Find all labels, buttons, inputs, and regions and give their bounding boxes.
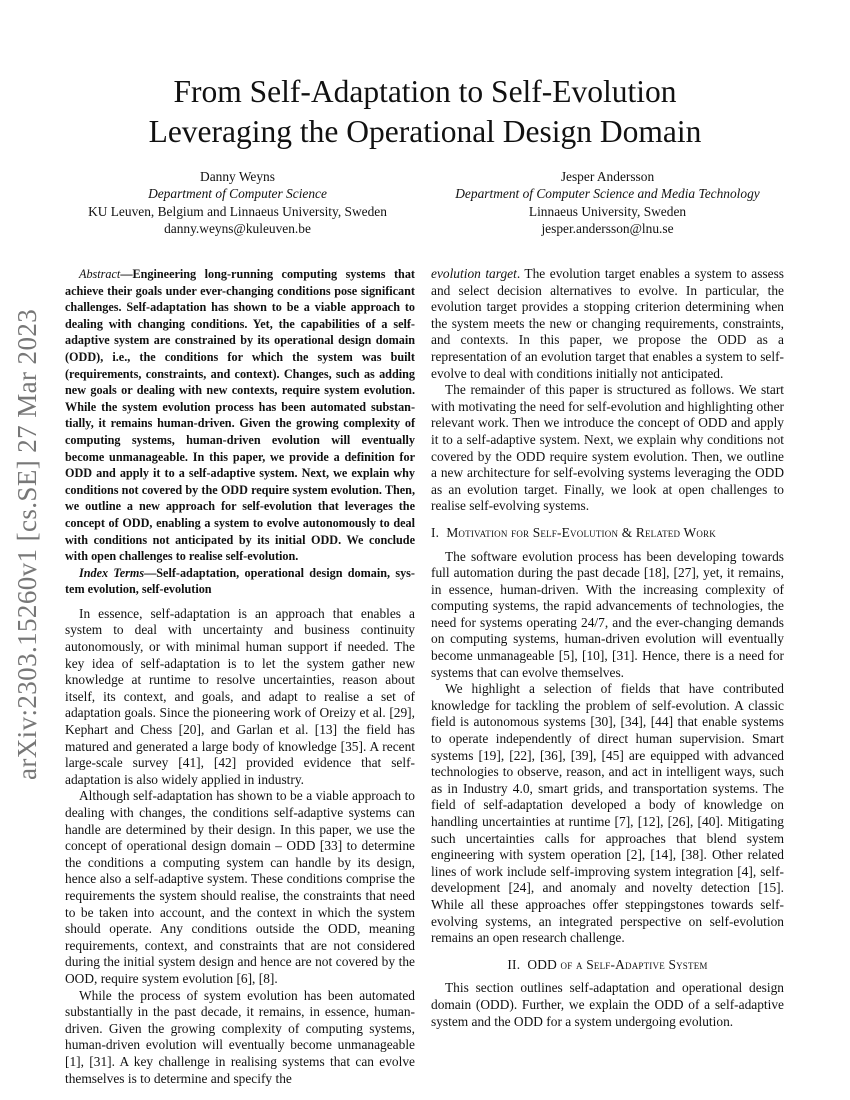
intro-paragraph-2: Although self-adaptation has shown to be a viable approach to dealing with changes, the conditions self-adaptive systems can handle are determined by their design. In this paper, we use the concept of operational design domain – ODD [33] to determine the conditions a computing system can handle by its design, hence also a self-adaptive system. These conditions comprise the requirements the system should realise, the constraints that need to be taken into account, and the context in which the system should operate. Any conditions outside the ODD, meaning requirements, context, and constraints that are not considered during the initial system design and hence are not covered by the OOD, require system evolution [6], [8]. — [65, 788, 415, 986]
intro-paragraph-1: In essence, self-adaptation is an approach that enables a system to deal with uncertainty and business continuity autonomously, or with minimal human support if needed. The key idea of self-adaptation is to let the system gather new knowledge at runtime to resolve uncertainties, reason about itself, its context, and goals, and adapt to realise a set of adaptation goals. Since the pioneering work of Oreizy et al. [29], Kephart and Chess [20], and Garlan et al. [13] the field has matured and generated a large body of knowledge [35]. A recent large-scale survey [41], [42] provided evidence that self-adaptation is also widely applied in industry. — [65, 605, 415, 787]
author-affiliation: Linnaeus University, Sweden — [528, 203, 687, 219]
intro-structure-paragraph: The remainder of this paper is structured as follows. We start with motivating the need for self-evolution and highlighting other relevant work. Then we introduce the concept of ODD and apply it to a self-adaptive system. Next, we explain why conditions not covered by the ODD require system evolution. Then, we outline a new architecture for self-evolving systems leveraging the ODD as an evolution target. Finally, we look at open challenges to realise self-evolving systems. — [431, 382, 784, 514]
paper-title — [0, 72, 850, 152]
author-email: jesper.andersson@lnu.se — [541, 220, 674, 236]
section-number: I. — [431, 524, 440, 540]
left-column — [65, 266, 415, 1087]
section-title: Motivation for Self-Evolution & Related Work — [446, 524, 716, 540]
abstract-paragraph — [65, 266, 415, 565]
section-title: ODD of a Self-Adaptive System — [527, 956, 708, 972]
author-department: Department of Computer Science and Media Technology — [455, 186, 760, 202]
paper-title-line-2: Leveraging the Operational Design Domain — [148, 114, 702, 149]
paper-title-line-1: From Self-Adaptation to Self-Evolution — [173, 74, 677, 109]
index-terms-label: Index Terms — [79, 565, 145, 580]
section-heading-2 — [431, 957, 784, 974]
section-heading-1 — [431, 525, 784, 542]
evolution-target-term: evolution target — [431, 266, 517, 281]
section1-paragraph-2: We highlight a selection of fields that have contributed knowledge for tackling the problem of self-evolution. A classic field is autonomous systems [30], [34], [44] that enable systems to operate independently of direct human supervision. Smart systems [19], [22], [36], [39], [45] are equipped with advanced technologies to observe, reason, and act in intelligent ways, such as in Industry 4.0, smart grids, and transportation systems. The field of self-adaptation developed a body of knowledge on handling uncertainties at runtime [7], [12], [26], [40]. Mitigating such uncertainties calls for approaches that blend system engineering with system operation [2], [14], [38]. Other related lines of work include self-improving system integration [4], self-development [24], and anomaly and novelty detection [15]. While all these approaches offer steppingstones towards self-evolving systems, an integrated perspective on self-evolution remains an open research challenge. — [431, 681, 784, 946]
index-terms-text: —Self-adaptation, operational design domain, system evolution, self-evolution — [65, 565, 415, 597]
author-1 — [60, 168, 415, 237]
section-number: II. — [507, 956, 521, 972]
section1-paragraph-1: The software evolution process has been developing towards full automation during the past decade [18], [27], yet, it remains, in essence, human-driven. With the increasing complexity of computing systems, the rapid advancements of technologies, the need for systems operating 24/7, and the ever-changing demands on computing systems, human-driven evolution will eventually become unmanageable [5], [10], [31]. Hence, there is a need for systems that can evolve themselves. — [431, 548, 784, 680]
author-name: Danny Weyns — [200, 169, 275, 184]
author-affiliation: KU Leuven, Belgium and Linnaeus University, Sweden — [88, 203, 387, 219]
intro-paragraph-3: While the process of system evolution has been automated substantially in the past decade, it remains, in essence, human-driven. Given the growing complexity of computing systems, human-driven evolution will eventually become unmanageable [1], [31]. A key challenge in realising systems that can evolve themselves is to determine and specify the — [65, 987, 415, 1086]
right-column — [431, 266, 784, 1030]
abstract-text: —Engineering long-running computing systems that achieve their goals under ever-changing conditions pose significant challenges. Self-adaptation has shown to be a viable approach to dealing with changing conditions. Yet, the capabilities of a self-adaptive system are constrained by its operational design domain (ODD), i.e., the conditions for which the system was built (requirements, constraints, and context). Changes, such as adding new goals or dealing with new contexts, require system evolution. While the system evolution process has been automated substantially, it remains human-driven. Given the growing complexity of computing systems, human-driven evolution will eventually become unmanageable. In this paper, we provide a definition for ODD and apply it to a self-adaptive system. Next, we explain why conditions not covered by the ODD require system evolution. Then, we outline a new approach for self-evolution that leverages the concept of ODD, enabling a system to evolve autonomously to deal with conditions not anticipated by its initial ODD. We conclude with open challenges to realise self-evolution. — [65, 267, 415, 564]
index-terms — [65, 565, 415, 598]
author-name: Jesper Andersson — [560, 169, 655, 184]
abstract-label: Abstract — [79, 267, 121, 281]
author-department: Department of Computer Science — [148, 186, 327, 202]
arxiv-identifier-stamp: arXiv:2303.15260v1 [cs.SE] 27 Mar 2023 — [12, 308, 42, 780]
intro-continued-text: . The evolution target enables a system to assess and select decision alternatives to evolve. In particular, the evolution target provides a stopping criterion determining when the system meets the new or changing requirements, constraints, and contexts. In this paper, we propose the ODD as a representation of an evolution target that enables a system to self-evolve to deal with conditions initially not anticipated. — [431, 266, 785, 381]
abstract — [65, 266, 415, 598]
intro-paragraph-3-continued — [431, 266, 784, 382]
author-2 — [430, 168, 785, 237]
section2-paragraph-1: This section outlines self-adaptation and operational design domain (ODD). Further, we explain the ODD of a self-adaptive system and the ODD for a system undergoing evolution. — [431, 980, 784, 1029]
author-email: danny.weyns@kuleuven.be — [164, 220, 311, 236]
